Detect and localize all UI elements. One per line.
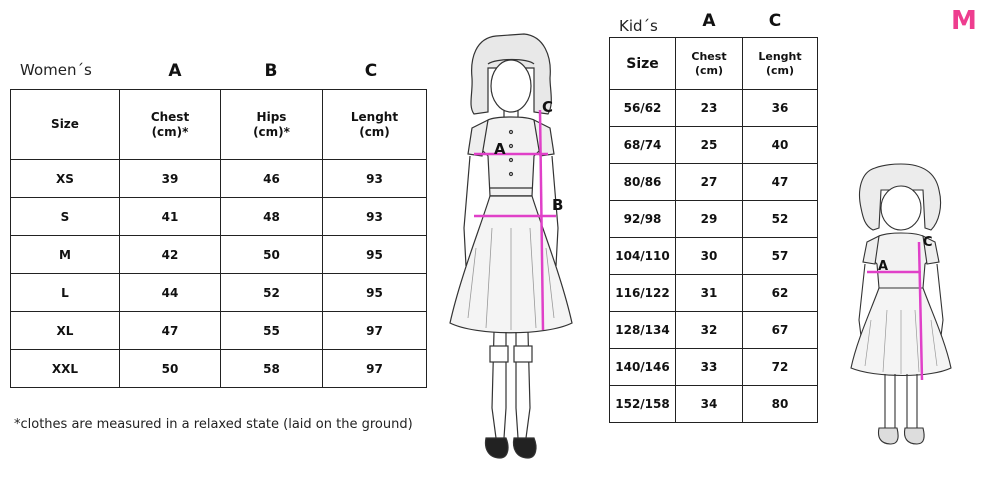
kids-letter-a: A (702, 11, 716, 31)
women-header-length: Lenght (cm) (323, 90, 427, 160)
kid-marker-a: A (878, 259, 889, 274)
woman-marker-c: C (542, 98, 554, 116)
table-row: 140/146 33 72 (610, 349, 818, 386)
women-letter-a: A (168, 61, 182, 81)
woman-marker-a: A (494, 140, 506, 158)
kid-dress-illustration (845, 160, 960, 460)
table-row: 56/62 23 36 (610, 90, 818, 127)
brand-logo: M (951, 6, 975, 36)
kids-section-label: Kid´s (619, 17, 658, 35)
kids-header-chest: Chest (cm) (676, 38, 743, 90)
kids-letter-c: C (768, 11, 782, 31)
table-row: S 41 48 93 (11, 198, 427, 236)
women-section-label: Women´s (20, 61, 92, 79)
table-row: XL 47 55 97 (11, 312, 427, 350)
women-header-size: Size (11, 90, 120, 160)
women-footnote: *clothes are measured in a relaxed state (laid on the ground) (14, 417, 413, 432)
table-row: 128/134 32 67 (610, 312, 818, 349)
women-header-row (11, 90, 427, 160)
women-letter-c: C (364, 61, 378, 81)
table-row: 80/86 27 47 (610, 164, 818, 201)
kid-marker-c: C (923, 235, 933, 250)
woman-marker-b: B (552, 196, 564, 214)
women-header-hips: Hips (cm)* (221, 90, 323, 160)
table-row: 104/110 30 57 (610, 238, 818, 275)
woman-dress-illustration (436, 28, 596, 468)
women-letter-b: B (264, 61, 278, 81)
table-row: 92/98 29 52 (610, 201, 818, 238)
table-row: 152/158 34 80 (610, 386, 818, 423)
table-row: XXL 50 58 97 (11, 350, 427, 388)
women-size-table (10, 89, 427, 388)
table-row: 116/122 31 62 (610, 275, 818, 312)
table-row: L 44 52 95 (11, 274, 427, 312)
kids-size-table (609, 37, 818, 423)
kids-header-row (610, 38, 818, 90)
kids-header-size: Size (610, 38, 676, 90)
women-header-chest: Chest (cm)* (120, 90, 221, 160)
table-row: 68/74 25 40 (610, 127, 818, 164)
table-row: M 42 50 95 (11, 236, 427, 274)
kids-header-length: Lenght (cm) (743, 38, 818, 90)
table-row: XS 39 46 93 (11, 160, 427, 198)
